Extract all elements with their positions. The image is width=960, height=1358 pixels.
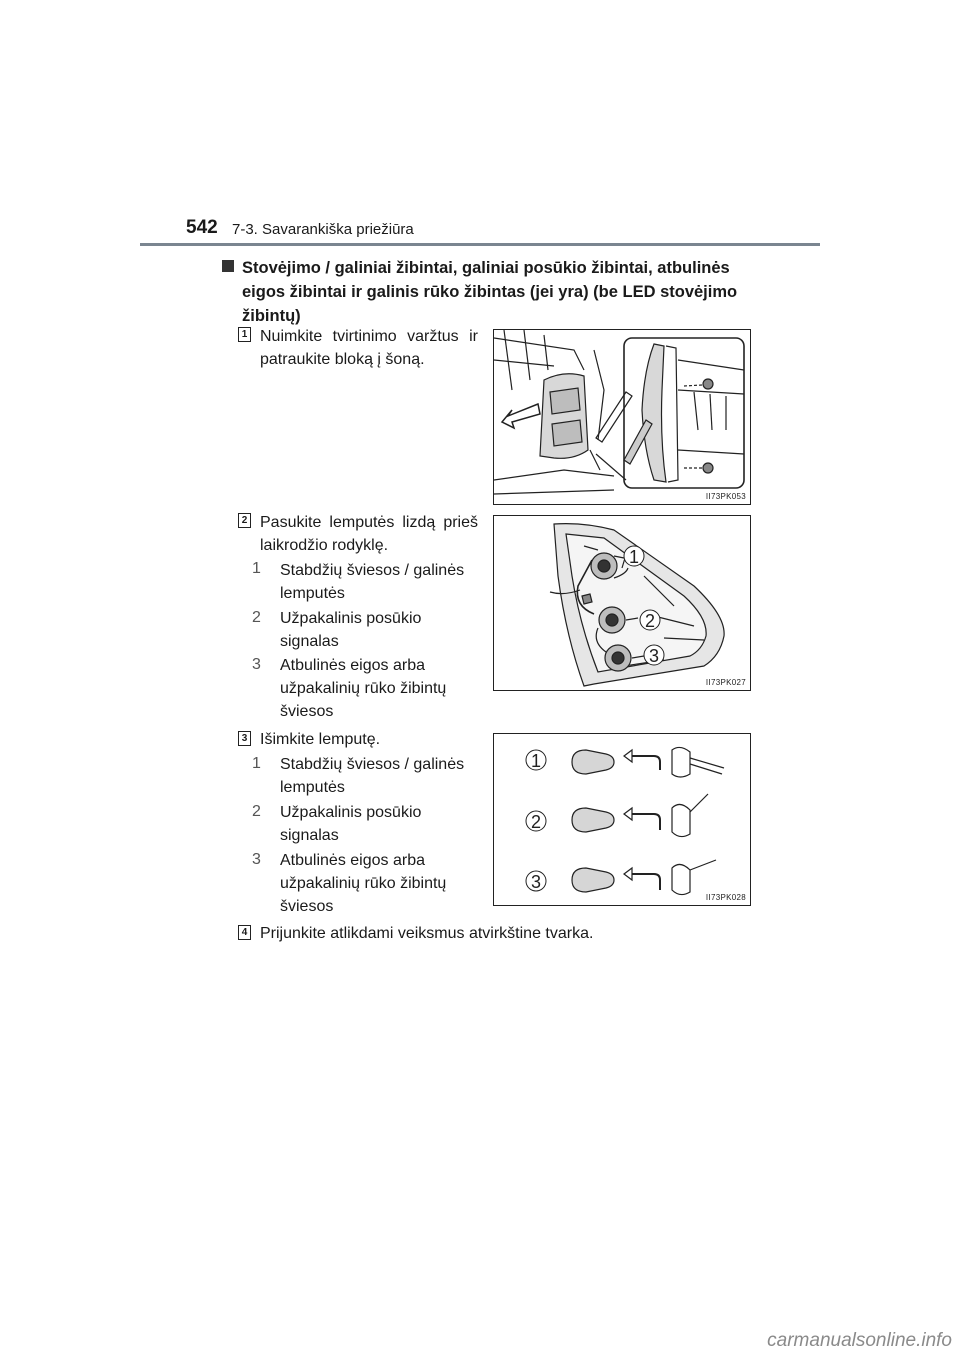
sub-item-number: 3 bbox=[252, 851, 261, 868]
page-number: 542 bbox=[186, 217, 218, 238]
sub-item-line: Užpakalinis posūkio bbox=[280, 610, 422, 627]
sub-item-number: 2 bbox=[252, 609, 261, 626]
step-2-text-line: Pasukite lemputės lizdą prieš bbox=[260, 514, 478, 531]
callout-1: 1 bbox=[628, 547, 640, 567]
sub-item-line: Stabdžių šviesos / galinės bbox=[280, 562, 465, 579]
sub-item-line: Atbulinės eigos arba bbox=[280, 657, 425, 674]
light-housing-sockets-illustration bbox=[494, 516, 750, 690]
sub-item-number: 1 bbox=[252, 560, 261, 577]
sub-item-text bbox=[280, 849, 480, 918]
step-number-badge: 1 bbox=[238, 327, 251, 342]
sub-item-line: šviesos bbox=[280, 703, 334, 720]
square-bullet-icon bbox=[222, 260, 234, 272]
figure-code: II73PK028 bbox=[705, 893, 746, 902]
bulb-removal-illustration bbox=[494, 734, 750, 905]
step-1-text-line: patraukite bloką į šoną. bbox=[260, 351, 425, 368]
sub-item-text bbox=[280, 607, 480, 653]
watermark: carmanualsonline.info bbox=[767, 1330, 952, 1351]
sub-item-line: Stabdžių šviesos / galinės bbox=[280, 756, 465, 773]
section-title-line: žibintų) bbox=[242, 307, 301, 325]
step-2-text-line: laikrodžio rodyklę. bbox=[260, 537, 389, 554]
sub-item-text bbox=[280, 801, 480, 847]
header-divider bbox=[140, 243, 820, 246]
sub-item-text bbox=[280, 753, 480, 799]
step-number-badge: 3 bbox=[238, 731, 251, 746]
sub-item-number: 2 bbox=[252, 803, 261, 820]
step-3-text-line: Išimkite lemputę. bbox=[260, 731, 381, 748]
callout-3: 3 bbox=[530, 872, 542, 892]
callout-3: 3 bbox=[648, 646, 660, 666]
callout-2: 2 bbox=[644, 611, 656, 631]
figure-code: II73PK053 bbox=[705, 492, 746, 501]
step-4-text-line: Prijunkite atlikdami veiksmus atvirkštine tvarka. bbox=[260, 925, 594, 942]
sub-item-text bbox=[280, 559, 480, 605]
section-heading bbox=[222, 256, 752, 328]
sub-item-line: šviesos bbox=[280, 898, 334, 915]
sub-item-number: 3 bbox=[252, 656, 261, 673]
section-title-line: Stovėjimo / galiniai žibintai, galiniai posūkio žibintai, atbulinės bbox=[242, 259, 730, 277]
sub-item-line: Atbulinės eigos arba bbox=[280, 852, 425, 869]
figure-remove-light-unit bbox=[493, 329, 751, 505]
callout-2: 2 bbox=[530, 812, 542, 832]
sub-item-line: signalas bbox=[280, 827, 339, 844]
step-number-badge: 4 bbox=[238, 925, 251, 940]
section-title-line: eigos žibintai ir galinis rūko žibintas (jei yra) (be LED stovėjimo bbox=[242, 283, 738, 301]
callout-1: 1 bbox=[530, 751, 542, 771]
chapter-title: 7-3. Savarankiška priežiūra bbox=[232, 221, 414, 238]
sub-item-number: 1 bbox=[252, 755, 261, 772]
figure-bulb-sockets bbox=[493, 515, 751, 691]
sub-item-line: Užpakalinis posūkio bbox=[280, 804, 422, 821]
sub-item-line: signalas bbox=[280, 633, 339, 650]
tail-light-removal-illustration bbox=[494, 330, 750, 504]
step-1-text-line: Nuimkite tvirtinimo varžtus ir bbox=[260, 328, 478, 345]
sub-item-line: užpakalinių rūko žibintų bbox=[280, 680, 447, 697]
figure-bulb-removal bbox=[493, 733, 751, 906]
step-number-badge: 2 bbox=[238, 513, 251, 528]
figure-code: II73PK027 bbox=[705, 678, 746, 687]
sub-item-line: užpakalinių rūko žibintų bbox=[280, 875, 447, 892]
sub-item-line: lemputės bbox=[280, 779, 345, 796]
sub-item-line: lemputės bbox=[280, 585, 345, 602]
sub-item-text bbox=[280, 654, 480, 723]
